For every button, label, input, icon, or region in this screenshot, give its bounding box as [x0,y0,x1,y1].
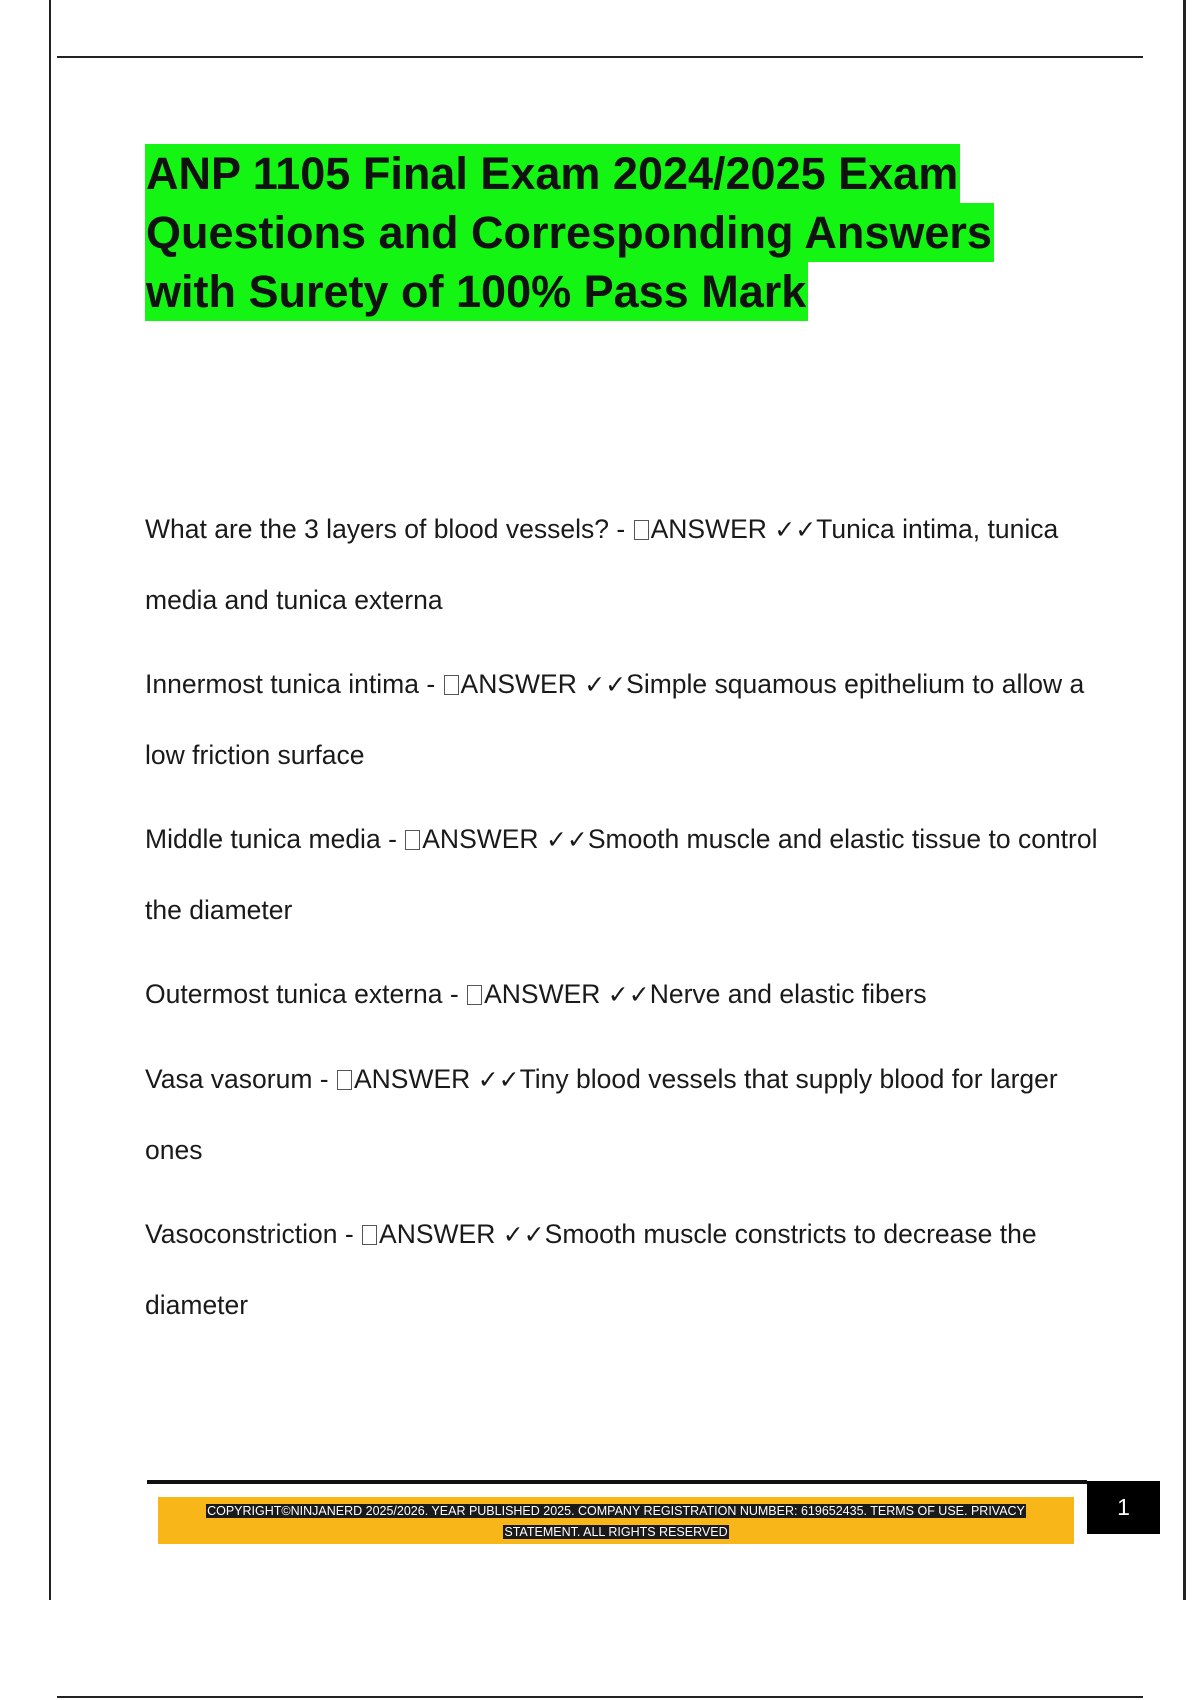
footer-rule [147,1480,1087,1484]
checkbox-placeholder-icon [467,985,482,1005]
double-check-icon: ✓✓ [607,980,650,1009]
answer-label: ANSWER [650,514,767,544]
answer-text: Smooth muscle constricts to decrease the diameter [145,1219,1037,1320]
double-check-icon: ✓✓ [545,825,588,854]
answer-text: Tiny blood vessels that supply blood for larger ones [145,1064,1058,1165]
answer-text: Tunica intima, tunica media and tunica externa [145,514,1059,615]
next-page-rule [57,1696,1143,1698]
double-check-icon: ✓✓ [774,515,817,544]
page-number: 1 [1087,1481,1160,1534]
qa-item: Innermost tunica intima - ANSWER ✓✓Simple squamous epithelium to allow a low friction surface [145,669,1085,770]
answer-label: ANSWER [353,1064,471,1094]
copyright-notice [158,1501,1074,1543]
answer-label: ANSWER [422,824,539,854]
copyright-line-2: STATEMENT. ALL RIGHTS RESERVED [504,1525,728,1539]
checkbox-placeholder-icon [337,1070,352,1090]
question-text: Vasa vasorum [145,1064,313,1094]
qa-item: Vasoconstriction - ANSWER ✓✓Smooth muscle constricts to decrease the diameter [145,1219,1037,1320]
answer-text: Simple squamous epithelium to allow a low friction surface [145,669,1085,770]
page-border-left [49,0,51,1600]
answer-label: ANSWER [460,669,577,699]
checkbox-placeholder-icon [362,1225,377,1245]
page-border-right [1183,0,1186,1600]
question-text: What are the 3 layers of blood vessels? [145,514,609,544]
answer-label: ANSWER [379,1219,496,1249]
title-line-1: ANP 1105 Final Exam 2024/2025 Exam [145,144,960,203]
copyright-line-1: COPYRIGHT©NINJANERD 2025/2026. YEAR PUBLISHED 2025. COMPANY REGISTRATION NUMBER: 619652435. TERMS OF USE. PRIVACY [207,1504,1025,1518]
qa-item: Middle tunica media - ANSWER ✓✓Smooth muscle and elastic tissue to control the diameter [145,824,1098,925]
question-text: Innermost tunica intima [145,669,419,699]
title-line-2: Questions and Corresponding Answers [145,203,994,262]
question-text: Vasoconstriction [145,1219,338,1249]
answer-text: Nerve and elastic fibers [649,979,927,1009]
checkbox-placeholder-icon [405,830,420,850]
header-rule [57,56,1143,58]
double-check-icon: ✓✓ [477,1065,520,1094]
document-title [145,144,1085,321]
title-line-3: with Surety of 100% Pass Mark [145,262,808,321]
question-text: Middle tunica media [145,824,381,854]
double-check-icon: ✓✓ [502,1220,545,1249]
answer-label: ANSWER [484,979,601,1009]
answer-text: Smooth muscle and elastic tissue to control the diameter [145,824,1098,925]
double-check-icon: ✓✓ [584,670,627,699]
question-text: Outermost tunica externa [145,979,443,1009]
qa-list [145,494,1105,1354]
checkbox-placeholder-icon [634,520,649,540]
qa-item: Vasa vasorum - ANSWER ✓✓Tiny blood vessels that supply blood for larger ones [145,1064,1058,1165]
checkbox-placeholder-icon [444,675,459,695]
qa-item: What are the 3 layers of blood vessels? - ANSWER ✓✓Tunica intima, tunica media and tunica externa [145,514,1059,615]
qa-item: Outermost tunica externa - ANSWER ✓✓Nerve and elastic fibers [145,979,927,1009]
